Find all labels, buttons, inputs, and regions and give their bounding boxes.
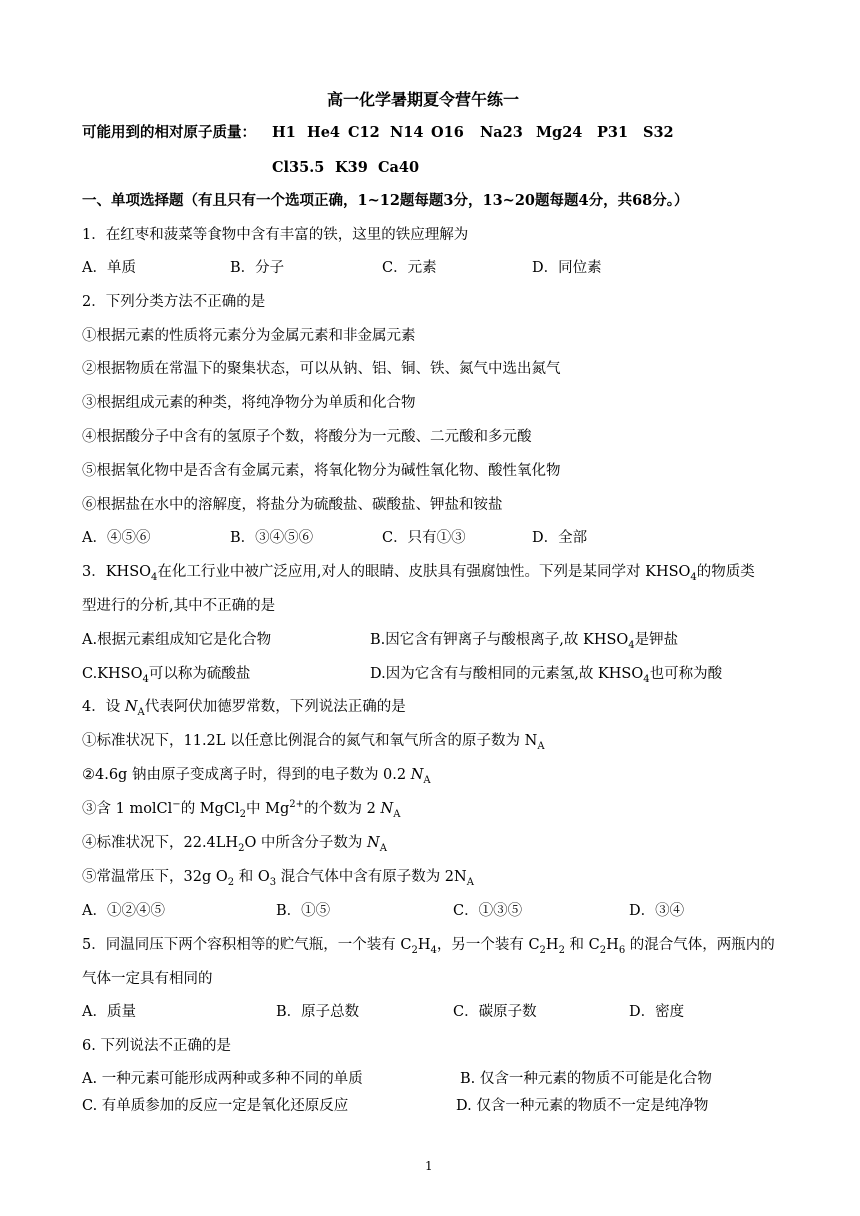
subscript: 4 bbox=[690, 571, 697, 583]
q2-option-d: D．全部 bbox=[532, 530, 588, 546]
q6-stem: 6. 下列说法不正确的是 bbox=[82, 1038, 231, 1054]
subscript: A bbox=[423, 774, 431, 786]
q4-option-a: A．①②④⑤ bbox=[82, 903, 165, 919]
subscript: A bbox=[393, 808, 401, 820]
q3-option-c bbox=[82, 664, 250, 684]
q5-text: H bbox=[417, 937, 431, 953]
mass-ca: Ca40 bbox=[378, 159, 420, 176]
q4-item-4-b: O 中所含分子数为 bbox=[244, 835, 368, 851]
q1-option-c: C．元素 bbox=[382, 260, 437, 276]
q5-text: 的混合气体，两瓶内的 bbox=[625, 937, 775, 953]
q6-option-b: B. 仅含一种元素的物质不可能是化合物 bbox=[460, 1071, 712, 1087]
q2-item: ②根据物质在常温下的聚集状态，可以从钠、铝、铜、铁、氮气中选出氮气 bbox=[82, 361, 561, 377]
q4-item-2-text: ②4.6g 钠由原子变成离子时，得到的电子数为 0.2 bbox=[82, 767, 411, 783]
q6-option-d: D. 仅含一种元素的物质不一定是纯净物 bbox=[456, 1098, 709, 1114]
subscript: 2 bbox=[539, 944, 546, 956]
q4-item-5 bbox=[82, 867, 474, 887]
q6-option-c: C. 有单质参加的反应一定是氧化还原反应 bbox=[82, 1098, 349, 1114]
subscript: 3 bbox=[269, 876, 277, 888]
page-title: 高一化学暑期夏令营午练一 bbox=[327, 90, 520, 109]
q5-text: ，另一个装有 C bbox=[436, 937, 540, 953]
q3-stem bbox=[82, 562, 755, 582]
q2-item: ⑤根据氧化物中是否含有金属元素，将氧化物分为碱性氧化物、酸性氧化物 bbox=[82, 463, 561, 479]
q3-option-b bbox=[370, 630, 678, 650]
q2-option-b: B．③④⑤⑥ bbox=[230, 530, 314, 546]
q3-option-b-b: 是钾盐 bbox=[634, 632, 679, 648]
subscript: 4 bbox=[643, 673, 650, 685]
mass-s: S32 bbox=[643, 124, 674, 141]
q4-item-2 bbox=[82, 765, 431, 785]
q5-stem-line2: 气体一定具有相同的 bbox=[82, 971, 213, 987]
q4-item-1 bbox=[82, 731, 545, 751]
q2-item: ①根据元素的性质将元素分为金属元素和非金属元素 bbox=[82, 328, 416, 344]
mass-he: He4 bbox=[307, 124, 341, 141]
q3-stem-line2: 型进行的分析,其中不正确的是 bbox=[82, 598, 276, 614]
q3-stem-b: 在化工行业中被广泛应用,对人的眼睛、皮肤具有强腐蚀性。下列是某同学对 KHSO bbox=[157, 564, 691, 580]
q4-stem bbox=[82, 697, 406, 717]
q1-option-a: A．单质 bbox=[82, 260, 136, 276]
q1-stem: 1．在红枣和菠菜等食物中含有丰富的铁，这里的铁应理解为 bbox=[82, 227, 469, 243]
na-symbol: N bbox=[124, 699, 138, 715]
q5-stem bbox=[82, 935, 775, 955]
q4-item-3-b: 的 MgCl bbox=[180, 801, 240, 817]
q6-option-a: A. 一种元素可能形成两种或多种不同的单质 bbox=[82, 1071, 363, 1087]
section-heading: 一、单项选择题（有且只有一个选项正确，1~12题每题3分，13~20题每题4分，共68分。） bbox=[82, 192, 689, 209]
q4-item-3-a: ③含 1 molCl bbox=[82, 801, 173, 817]
q5-text: 和 C bbox=[564, 937, 600, 953]
na-symbol: N bbox=[410, 767, 424, 783]
q5-option-c: C．碳原子数 bbox=[453, 1004, 537, 1020]
q4-option-b: B．①⑤ bbox=[276, 903, 331, 919]
subscript: 2 bbox=[599, 944, 607, 956]
q5-text: H bbox=[606, 937, 619, 953]
q1-option-b: B．分子 bbox=[230, 260, 285, 276]
mass-mg: Mg24 bbox=[536, 124, 583, 141]
q4-item-5-b: 和 O bbox=[234, 869, 270, 885]
q4-option-c: C．①③⑤ bbox=[453, 903, 523, 919]
q3-option-d-a: D.因为它含有与酸相同的元素氢,故 KHSO bbox=[370, 666, 644, 682]
q5-option-b: B．原子总数 bbox=[276, 1004, 360, 1020]
mass-na: Na23 bbox=[480, 124, 523, 141]
mass-k: K39 bbox=[335, 159, 368, 176]
q4-stem-a: 4．设 bbox=[82, 699, 125, 715]
q2-stem: 2．下列分类方法不正确的是 bbox=[82, 294, 266, 310]
mass-c: C12 bbox=[348, 124, 380, 141]
q4-option-d: D．③④ bbox=[629, 903, 685, 919]
subscript: 2 bbox=[239, 808, 247, 820]
subscript: 2 bbox=[238, 842, 245, 854]
masses-label: 可能用到的相对原子质量： bbox=[82, 124, 256, 141]
q5-text: H bbox=[545, 937, 559, 953]
q3-option-c-a: C.KHSO bbox=[82, 666, 143, 682]
mass-h: H1 bbox=[272, 124, 296, 141]
q2-option-a: A．④⑤⑥ bbox=[82, 530, 151, 546]
q2-option-c: C．只有①③ bbox=[382, 530, 466, 546]
q4-item-4 bbox=[82, 833, 387, 853]
q1-option-d: D．同位素 bbox=[532, 260, 602, 276]
q4-item-3-d: 的个数为 2 bbox=[304, 801, 381, 817]
q3-option-c-b: 可以称为硫酸盐 bbox=[148, 666, 251, 682]
subscript: 2 bbox=[411, 944, 418, 956]
subscript: 4 bbox=[628, 639, 635, 651]
mass-cl: Cl35.5 bbox=[272, 159, 325, 176]
subscript: 2 bbox=[558, 944, 565, 956]
q4-stem-b: 代表阿伏加德罗常数，下列说法正确的是 bbox=[144, 699, 406, 715]
q2-item: ④根据酸分子中含有的氢原子个数，将酸分为一元酸、二元酸和多元酸 bbox=[82, 429, 532, 445]
q4-item-5-c: 混合气体中含有原子数为 2N bbox=[276, 869, 467, 885]
q4-item-4-a: ④标准状况下，22.4LH bbox=[82, 835, 239, 851]
na-symbol: N bbox=[380, 801, 394, 817]
subscript: 6 bbox=[618, 944, 626, 956]
q4-item-5-a: ⑤常温常压下，32g O bbox=[82, 869, 228, 885]
q2-item: ⑥根据盐在水中的溶解度，将盐分为硫酸盐、碳酸盐、钾盐和铵盐 bbox=[82, 497, 503, 513]
page-number: 1 bbox=[425, 1159, 433, 1173]
superscript: 2+ bbox=[289, 799, 305, 811]
mass-p: P31 bbox=[597, 124, 629, 141]
q5-text: 5．同温同压下两个容积相等的贮气瓶，一个装有 C bbox=[82, 937, 412, 953]
na-symbol: N bbox=[367, 835, 380, 851]
q3-option-d bbox=[370, 664, 722, 684]
q4-item-1-text: ①标准状况下，11.2L 以任意比例混合的氮气和氧气所含的原子数为 N bbox=[82, 733, 538, 749]
superscript: − bbox=[172, 799, 181, 811]
q3-stem-c: 的物质类 bbox=[696, 564, 755, 580]
subscript: 4 bbox=[151, 571, 158, 583]
q3-option-b-a: B.因它含有钾离子与酸根离子,故 KHSO bbox=[370, 632, 629, 648]
subscript: 2 bbox=[227, 876, 235, 888]
subscript: A bbox=[137, 706, 145, 718]
subscript: A bbox=[537, 740, 545, 752]
q2-item: ③根据组成元素的种类，将纯净物分为单质和化合物 bbox=[82, 395, 416, 411]
subscript: A bbox=[379, 842, 387, 854]
q5-option-a: A．质量 bbox=[82, 1004, 136, 1020]
q4-item-3-c: 中 Mg bbox=[246, 801, 290, 817]
q3-option-d-b: 也可称为酸 bbox=[649, 666, 723, 682]
mass-o: O16 bbox=[431, 124, 464, 141]
mass-n: N14 bbox=[390, 124, 424, 141]
subscript: A bbox=[466, 876, 474, 888]
q5-option-d: D．密度 bbox=[629, 1004, 685, 1020]
q3-option-a: A.根据元素组成知它是化合物 bbox=[82, 632, 272, 648]
subscript: 4 bbox=[142, 673, 149, 685]
q3-stem-a: 3．KHSO bbox=[82, 564, 152, 580]
q4-item-3 bbox=[82, 799, 400, 819]
subscript: 4 bbox=[430, 944, 437, 956]
